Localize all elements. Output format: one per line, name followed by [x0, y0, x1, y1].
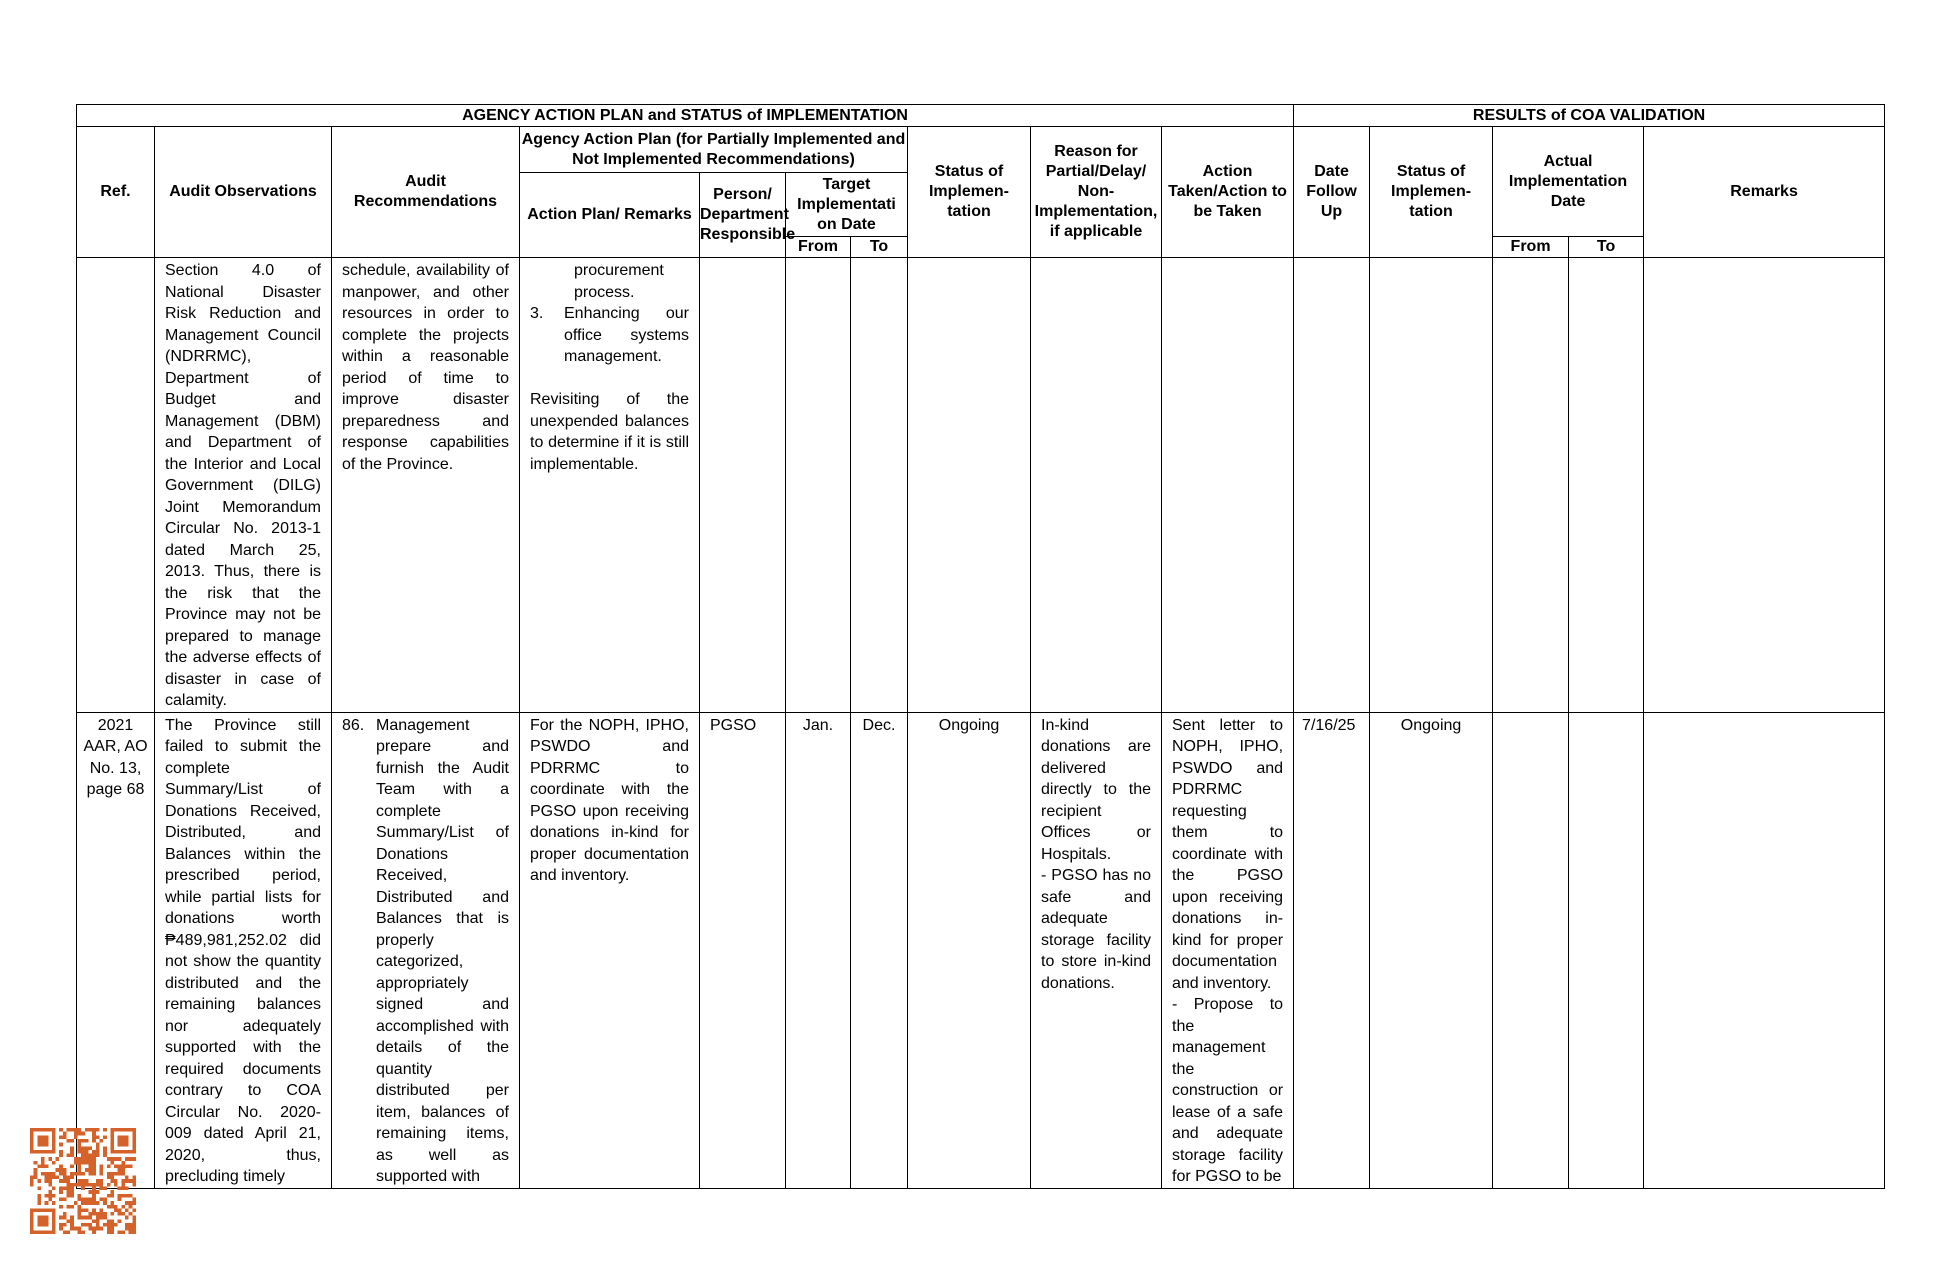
target-date-header: Target Implementati on Date: [786, 173, 908, 237]
observation-cell: [155, 258, 332, 713]
recommendation-cell: [332, 712, 520, 1188]
target-from-header: From: [786, 237, 851, 258]
recommendation-text: schedule, availability of manpower, and other resources in order to complete the projects within a reasonable period of time to improve disaster preparedness and response capabilities of the Province.: [342, 262, 509, 473]
action-plan-item-continued: procurement process.: [574, 262, 664, 301]
status-text: Ongoing: [938, 716, 1000, 734]
coa-status-cell: [1370, 712, 1493, 1188]
qr-code-icon: [30, 1128, 136, 1234]
actual-implementation-date-header: Actual Implementation Date: [1493, 127, 1644, 237]
date-follow-up-text: 7/16/25: [1302, 716, 1356, 734]
action-plan-item-3: [530, 303, 689, 368]
status-of-implementation-header: Status of Implemen- tation: [908, 127, 1031, 258]
observation-cell: [155, 712, 332, 1188]
ref-cell: [77, 258, 155, 713]
audit-observations-header: Audit Observations: [155, 127, 332, 258]
target-from-cell: [786, 712, 851, 1188]
audit-recommendations-header: Audit Recommendations: [332, 127, 520, 258]
target-from-text: Jan.: [802, 716, 834, 734]
actual-to-header: To: [1569, 237, 1644, 258]
coa-status-text: Ongoing: [1400, 716, 1462, 734]
action-taken-text-2: - Propose to the management the construction or lease of a safe and adequate storage facility for PGSO to be: [1172, 996, 1284, 1185]
date-follow-up-cell: [1294, 712, 1370, 1188]
ref-header: Ref.: [77, 127, 155, 258]
ref-text: 2021 AAR, AO No. 13, page 68: [83, 716, 148, 798]
recommendation-number: 86.: [342, 716, 365, 734]
observation-text: Section 4.0 of National Disaster Risk Reduction and Management Council (NDRRMC), Department of Budget and Management (DBM) and Department of the Interior and Local Government (DILG) Joint Memorandum Circular No. 2013-1 dated March 25, 2013. Thus, there is the risk that the Province may not be prepared to manage the adverse effects of disaster in case of calamity.: [165, 262, 321, 709]
person-responsible-header: Person/ Department Responsible: [700, 173, 786, 258]
action-plan-remarks-header: Action Plan/ Remarks: [520, 173, 700, 258]
status-cell: [908, 712, 1031, 1188]
action-plan-text: For the NOPH, IPHO, PSWDO and PDRRMC to coordinate with the PGSO upon receiving donations in-kind for proper documentation and inventory.: [530, 716, 689, 884]
target-to-cell: [851, 712, 908, 1188]
observation-text: The Province still failed to submit the complete Summary/List of Donations Received, Distributed, and Balances within the prescribed period, while partial lists for donations worth ₱489,981,252.02 did not show the quantity distributed and the remaining balances nor adequately supported with the required documents contrary to COA Circular No. 2020-009 dated April 21, 2020, thus, precluding timely: [165, 716, 321, 1185]
person-cell: [700, 712, 786, 1188]
reason-header: Reason for Partial/Delay/ Non- Implementation, if applicable: [1031, 127, 1162, 258]
item-text: Enhancing our office systems management.: [564, 305, 689, 365]
actual-from-header: From: [1493, 237, 1569, 258]
ref-cell: [77, 712, 155, 1188]
action-taken-header: Action Taken/Action to be Taken: [1162, 127, 1294, 258]
remarks-header: Remarks: [1644, 127, 1885, 258]
target-to-text: Dec.: [862, 716, 896, 734]
reason-text-1: In-kind donations are delivered directly to the recipient Offices or Hospitals.: [1041, 716, 1151, 863]
action-plan-table: [76, 104, 1885, 1189]
table-row: [77, 712, 1885, 1188]
action-plan-cell: [520, 712, 700, 1188]
coa-validation-title: RESULTS of COA VALIDATION: [1294, 105, 1885, 127]
coa-status-header: Status of Implemen- tation: [1370, 127, 1493, 258]
reason-cell: [1031, 712, 1162, 1188]
item-number: 3.: [530, 305, 544, 322]
action-plan-cell: [520, 258, 700, 713]
agency-action-plan-header: Agency Action Plan (for Partially Implemented and Not Implemented Recommendations): [520, 127, 908, 173]
reason-text-2: - PGSO has no safe and adequate storage facility to store in-kind donations.: [1041, 867, 1151, 992]
recommendation-text: Management prepare and furnish the Audit Team with a complete Summary/List of Donations Received, Distributed and Balances that is properly categorized, appropriately signed and accomplished with details of the quantity distributed per item, balances of remaining items, as well as supported with: [376, 716, 509, 1185]
recommendation-cell: [332, 258, 520, 713]
action-taken-text-1: Sent letter to NOPH, IPHO, PSWDO and PDRRMC requesting them to coordinate with the PGSO upon receiving donations in-kind for proper documentation and inventory.: [1172, 716, 1284, 992]
agency-action-plan-title: AGENCY ACTION PLAN and STATUS of IMPLEMENTATION: [77, 105, 1294, 127]
person-text: PGSO: [710, 716, 757, 734]
action-plan-extra: Revisiting of the unexpended balances to determine if it is still implementable.: [530, 391, 689, 473]
action-taken-cell: [1162, 712, 1294, 1188]
date-follow-up-header: Date Follow Up: [1294, 127, 1370, 258]
target-to-header: To: [851, 237, 908, 258]
table-row: [77, 258, 1885, 713]
